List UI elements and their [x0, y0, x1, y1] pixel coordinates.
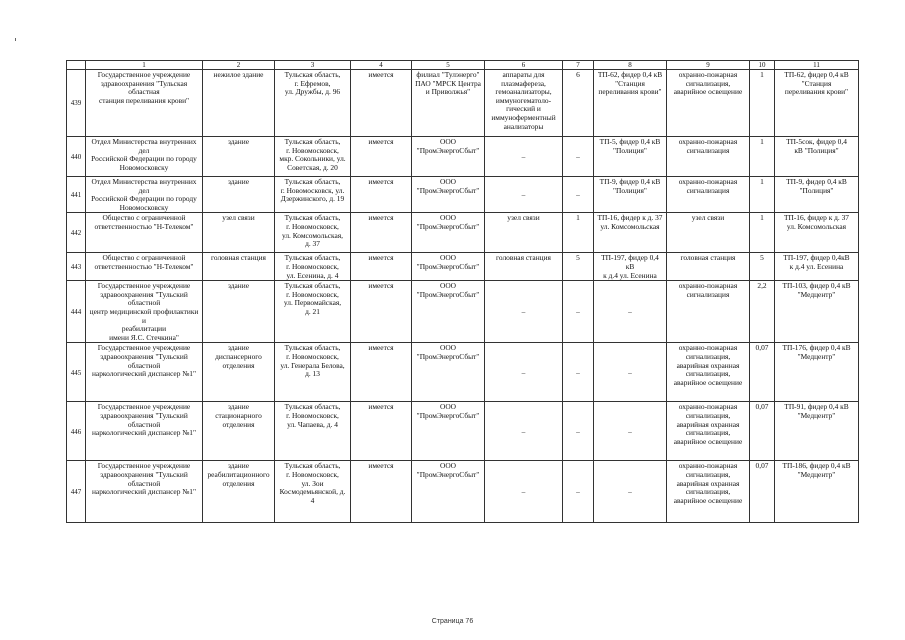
- reserve-feeder-cell: ТП-176, фидер 0,4 кВ "Медцентр": [775, 343, 859, 402]
- institution-name-cell: Государственное учреждение здравоохранения "Тульский областной центр медицинской профилактики и реабилитации имени Я.С. Стечкина": [86, 281, 203, 343]
- header-cell: 7: [563, 61, 594, 70]
- main-feeder-cell: ТП-62, фидер 0,4 кВ "Станция переливания крови": [594, 70, 667, 137]
- table-row: [67, 343, 859, 402]
- table-row: [67, 253, 859, 281]
- column-number-row: [67, 61, 859, 70]
- availability-flag-cell: имеется: [351, 343, 412, 402]
- row-number: 442: [67, 213, 86, 253]
- reserve-power-cell: 5: [750, 253, 775, 281]
- reserve-power-cell: 2,2: [750, 281, 775, 343]
- institution-name-cell: Государственное учреждение здравоохранения "Тульский областной наркологический диспансер №1": [86, 402, 203, 461]
- institution-name-cell: Государственное учреждение здравоохранения "Тульский областной наркологический диспансер №1": [86, 461, 203, 523]
- equipment-power-cell: 1: [563, 213, 594, 253]
- equipment-power-cell: –: [563, 137, 594, 177]
- header-cell: 6: [485, 61, 563, 70]
- institution-name-cell: Общество с ограниченной ответственностью "Н-Телеком": [86, 213, 203, 253]
- main-feeder-cell: ТП-16, фидер к д. 37 ул. Комсомольская: [594, 213, 667, 253]
- supplier-cell: ООО "ПромЭнергоСбыт": [412, 402, 485, 461]
- availability-flag-cell: имеется: [351, 213, 412, 253]
- availability-flag-cell: имеется: [351, 177, 412, 213]
- supplier-cell: ООО "ПромЭнергоСбыт": [412, 253, 485, 281]
- table-row: [67, 213, 859, 253]
- reserve-power-cell: 1: [750, 177, 775, 213]
- header-cell: 2: [203, 61, 275, 70]
- object-type-cell: здание: [203, 281, 275, 343]
- row-number: 444: [67, 281, 86, 343]
- scan-corner-mark: [15, 38, 16, 41]
- reserve-feeder-cell: ТП-62, фидер 0,4 кВ "Станция переливания крови": [775, 70, 859, 137]
- equipment-power-cell: 5: [563, 253, 594, 281]
- reserve-power-cell: 1: [750, 137, 775, 177]
- supplier-cell: ООО "ПромЭнергоСбыт": [412, 343, 485, 402]
- equipment-power-cell: 6: [563, 70, 594, 137]
- institution-name-cell: Государственное учреждение здравоохранения "Тульская областная станция переливания крови": [86, 70, 203, 137]
- main-feeder-cell: –: [594, 461, 667, 523]
- row-number: 440: [67, 137, 86, 177]
- equipment-cell: головная станция: [485, 253, 563, 281]
- row-number: 447: [67, 461, 86, 523]
- header-cell: 1: [86, 61, 203, 70]
- address-cell: Тульская область, г. Новомосковск, ул. Есенина, д. 4: [275, 253, 351, 281]
- main-feeder-cell: ТП-197, фидер 0,4 кВ к д.4 ул. Есенина: [594, 253, 667, 281]
- reserve-feeder-cell: ТП-5сок, фидер 0,4 кВ "Полиция": [775, 137, 859, 177]
- address-cell: Тульская область, г. Новомосковск, ул. Первомайская, д. 21: [275, 281, 351, 343]
- header-cell: 5: [412, 61, 485, 70]
- address-cell: Тульская область, г. Новомосковск, ул. Генерала Белова, д. 13: [275, 343, 351, 402]
- protection-systems-cell: охранно-пожарная сигнализация: [667, 177, 750, 213]
- supplier-cell: ООО "ПромЭнергоСбыт": [412, 177, 485, 213]
- equipment-cell: –: [485, 281, 563, 343]
- reserve-feeder-cell: ТП-197, фидер 0,4кВ к д.4 ул. Есенина: [775, 253, 859, 281]
- header-cell: 8: [594, 61, 667, 70]
- equipment-cell: –: [485, 402, 563, 461]
- row-number: 443: [67, 253, 86, 281]
- equipment-cell: –: [485, 343, 563, 402]
- address-cell: Тульская область, г. Новомосковск, ул. Зои Космодемьянской, д. 4: [275, 461, 351, 523]
- protection-systems-cell: охранно-пожарная сигнализация: [667, 137, 750, 177]
- protection-systems-cell: охранно-пожарная сигнализация, аварийное освещение: [667, 70, 750, 137]
- row-number: 445: [67, 343, 86, 402]
- institution-name-cell: Общество с ограниченной ответственностью "Н-Телеком": [86, 253, 203, 281]
- institution-name-cell: Государственное учреждение здравоохранения "Тульский областной наркологический диспансер №1": [86, 343, 203, 402]
- address-cell: Тульская область, г. Новомосковск, ул. Чапаева, д. 4: [275, 402, 351, 461]
- availability-flag-cell: имеется: [351, 402, 412, 461]
- reserve-power-cell: 0,07: [750, 343, 775, 402]
- table-row: [67, 461, 859, 523]
- equipment-cell: аппараты для плазмафереза, гемоанализаторы, иммуногематоло- гический и иммуноферментный анализаторы: [485, 70, 563, 137]
- object-type-cell: здание стационарного отделения: [203, 402, 275, 461]
- object-type-cell: узел связи: [203, 213, 275, 253]
- reserve-feeder-cell: ТП-186, фидер 0,4 кВ "Медцентр": [775, 461, 859, 523]
- reserve-feeder-cell: ТП-91, фидер 0,4 кВ "Медцентр": [775, 402, 859, 461]
- object-type-cell: головная станция: [203, 253, 275, 281]
- equipment-power-cell: –: [563, 402, 594, 461]
- object-type-cell: здание диспансерного отделения: [203, 343, 275, 402]
- reserve-feeder-cell: ТП-103, фидер 0,4 кВ "Медцентр": [775, 281, 859, 343]
- supplier-cell: ООО "ПромЭнергоСбыт": [412, 213, 485, 253]
- address-cell: Тульская область, г. Новомосковск, ул. Дзержинского, д. 19: [275, 177, 351, 213]
- table-row: [67, 70, 859, 137]
- equipment-power-cell: –: [563, 281, 594, 343]
- supplier-cell: ООО "ПромЭнергоСбыт": [412, 281, 485, 343]
- availability-flag-cell: имеется: [351, 253, 412, 281]
- reserve-feeder-cell: ТП-16, фидер к д. 37 ул. Комсомольская: [775, 213, 859, 253]
- page-number: Страница 76: [431, 618, 474, 625]
- protection-systems-cell: узел связи: [667, 213, 750, 253]
- supplier-cell: филиал "Тулэнерго" ПАО "МРСК Центра и Приволжья": [412, 70, 485, 137]
- equipment-cell: –: [485, 177, 563, 213]
- main-feeder-cell: ТП-5, фидер 0,4 кВ "Полиция": [594, 137, 667, 177]
- row-number: 441: [67, 177, 86, 213]
- reserve-feeder-cell: ТП-9, фидер 0,4 кВ "Полиция": [775, 177, 859, 213]
- reserve-power-cell: 0,07: [750, 402, 775, 461]
- table-row: [67, 177, 859, 213]
- supplier-cell: ООО "ПромЭнергоСбыт": [412, 137, 485, 177]
- data-table: [66, 60, 859, 523]
- object-type-cell: здание: [203, 137, 275, 177]
- equipment-power-cell: –: [563, 461, 594, 523]
- availability-flag-cell: имеется: [351, 137, 412, 177]
- table-row: [67, 137, 859, 177]
- address-cell: Тульская область, г. Ефремов, ул. Дружбы, д. 96: [275, 70, 351, 137]
- object-type-cell: здание реабилитационного отделения: [203, 461, 275, 523]
- reserve-power-cell: 0,07: [750, 461, 775, 523]
- protection-systems-cell: головная станция: [667, 253, 750, 281]
- protection-systems-cell: охранно-пожарная сигнализация, аварийная охранная сигнализация, аварийное освещение: [667, 461, 750, 523]
- protection-systems-cell: охранно-пожарная сигнализация, аварийная охранная сигнализация, аварийное освещение: [667, 402, 750, 461]
- main-feeder-cell: –: [594, 281, 667, 343]
- table-row: [67, 281, 859, 343]
- reserve-power-cell: 1: [750, 213, 775, 253]
- main-feeder-cell: ТП-9, фидер 0,4 кВ "Полиция": [594, 177, 667, 213]
- equipment-cell: узел связи: [485, 213, 563, 253]
- equipment-cell: –: [485, 137, 563, 177]
- address-cell: Тульская область, г. Новомосковск, ул. Комсомольская, д. 37: [275, 213, 351, 253]
- equipment-power-cell: –: [563, 343, 594, 402]
- row-number: 439: [67, 70, 86, 137]
- reserve-power-cell: 1: [750, 70, 775, 137]
- header-cell: 9: [667, 61, 750, 70]
- main-feeder-cell: –: [594, 402, 667, 461]
- institution-name-cell: Отдел Министерства внутренних дел Российской Федерации по городу Новомосковску: [86, 177, 203, 213]
- equipment-cell: –: [485, 461, 563, 523]
- supplier-cell: ООО "ПромЭнергоСбыт": [412, 461, 485, 523]
- availability-flag-cell: имеется: [351, 461, 412, 523]
- header-cell: 3: [275, 61, 351, 70]
- header-cell-blank: [67, 61, 86, 70]
- availability-flag-cell: имеется: [351, 70, 412, 137]
- protection-systems-cell: охранно-пожарная сигнализация: [667, 281, 750, 343]
- equipment-power-cell: –: [563, 177, 594, 213]
- header-cell: 4: [351, 61, 412, 70]
- main-feeder-cell: –: [594, 343, 667, 402]
- header-cell: 11: [775, 61, 859, 70]
- object-type-cell: нежилое здание: [203, 70, 275, 137]
- institution-name-cell: Отдел Министерства внутренних дел Российской Федерации по городу Новомосковску: [86, 137, 203, 177]
- availability-flag-cell: имеется: [351, 281, 412, 343]
- header-cell: 10: [750, 61, 775, 70]
- address-cell: Тульская область, г. Новомосковск, мкр. Сокольники, ул. Советская, д. 20: [275, 137, 351, 177]
- object-type-cell: здание: [203, 177, 275, 213]
- table-row: [67, 402, 859, 461]
- row-number: 446: [67, 402, 86, 461]
- protection-systems-cell: охранно-пожарная сигнализация, аварийная охранная сигнализация, аварийное освещение: [667, 343, 750, 402]
